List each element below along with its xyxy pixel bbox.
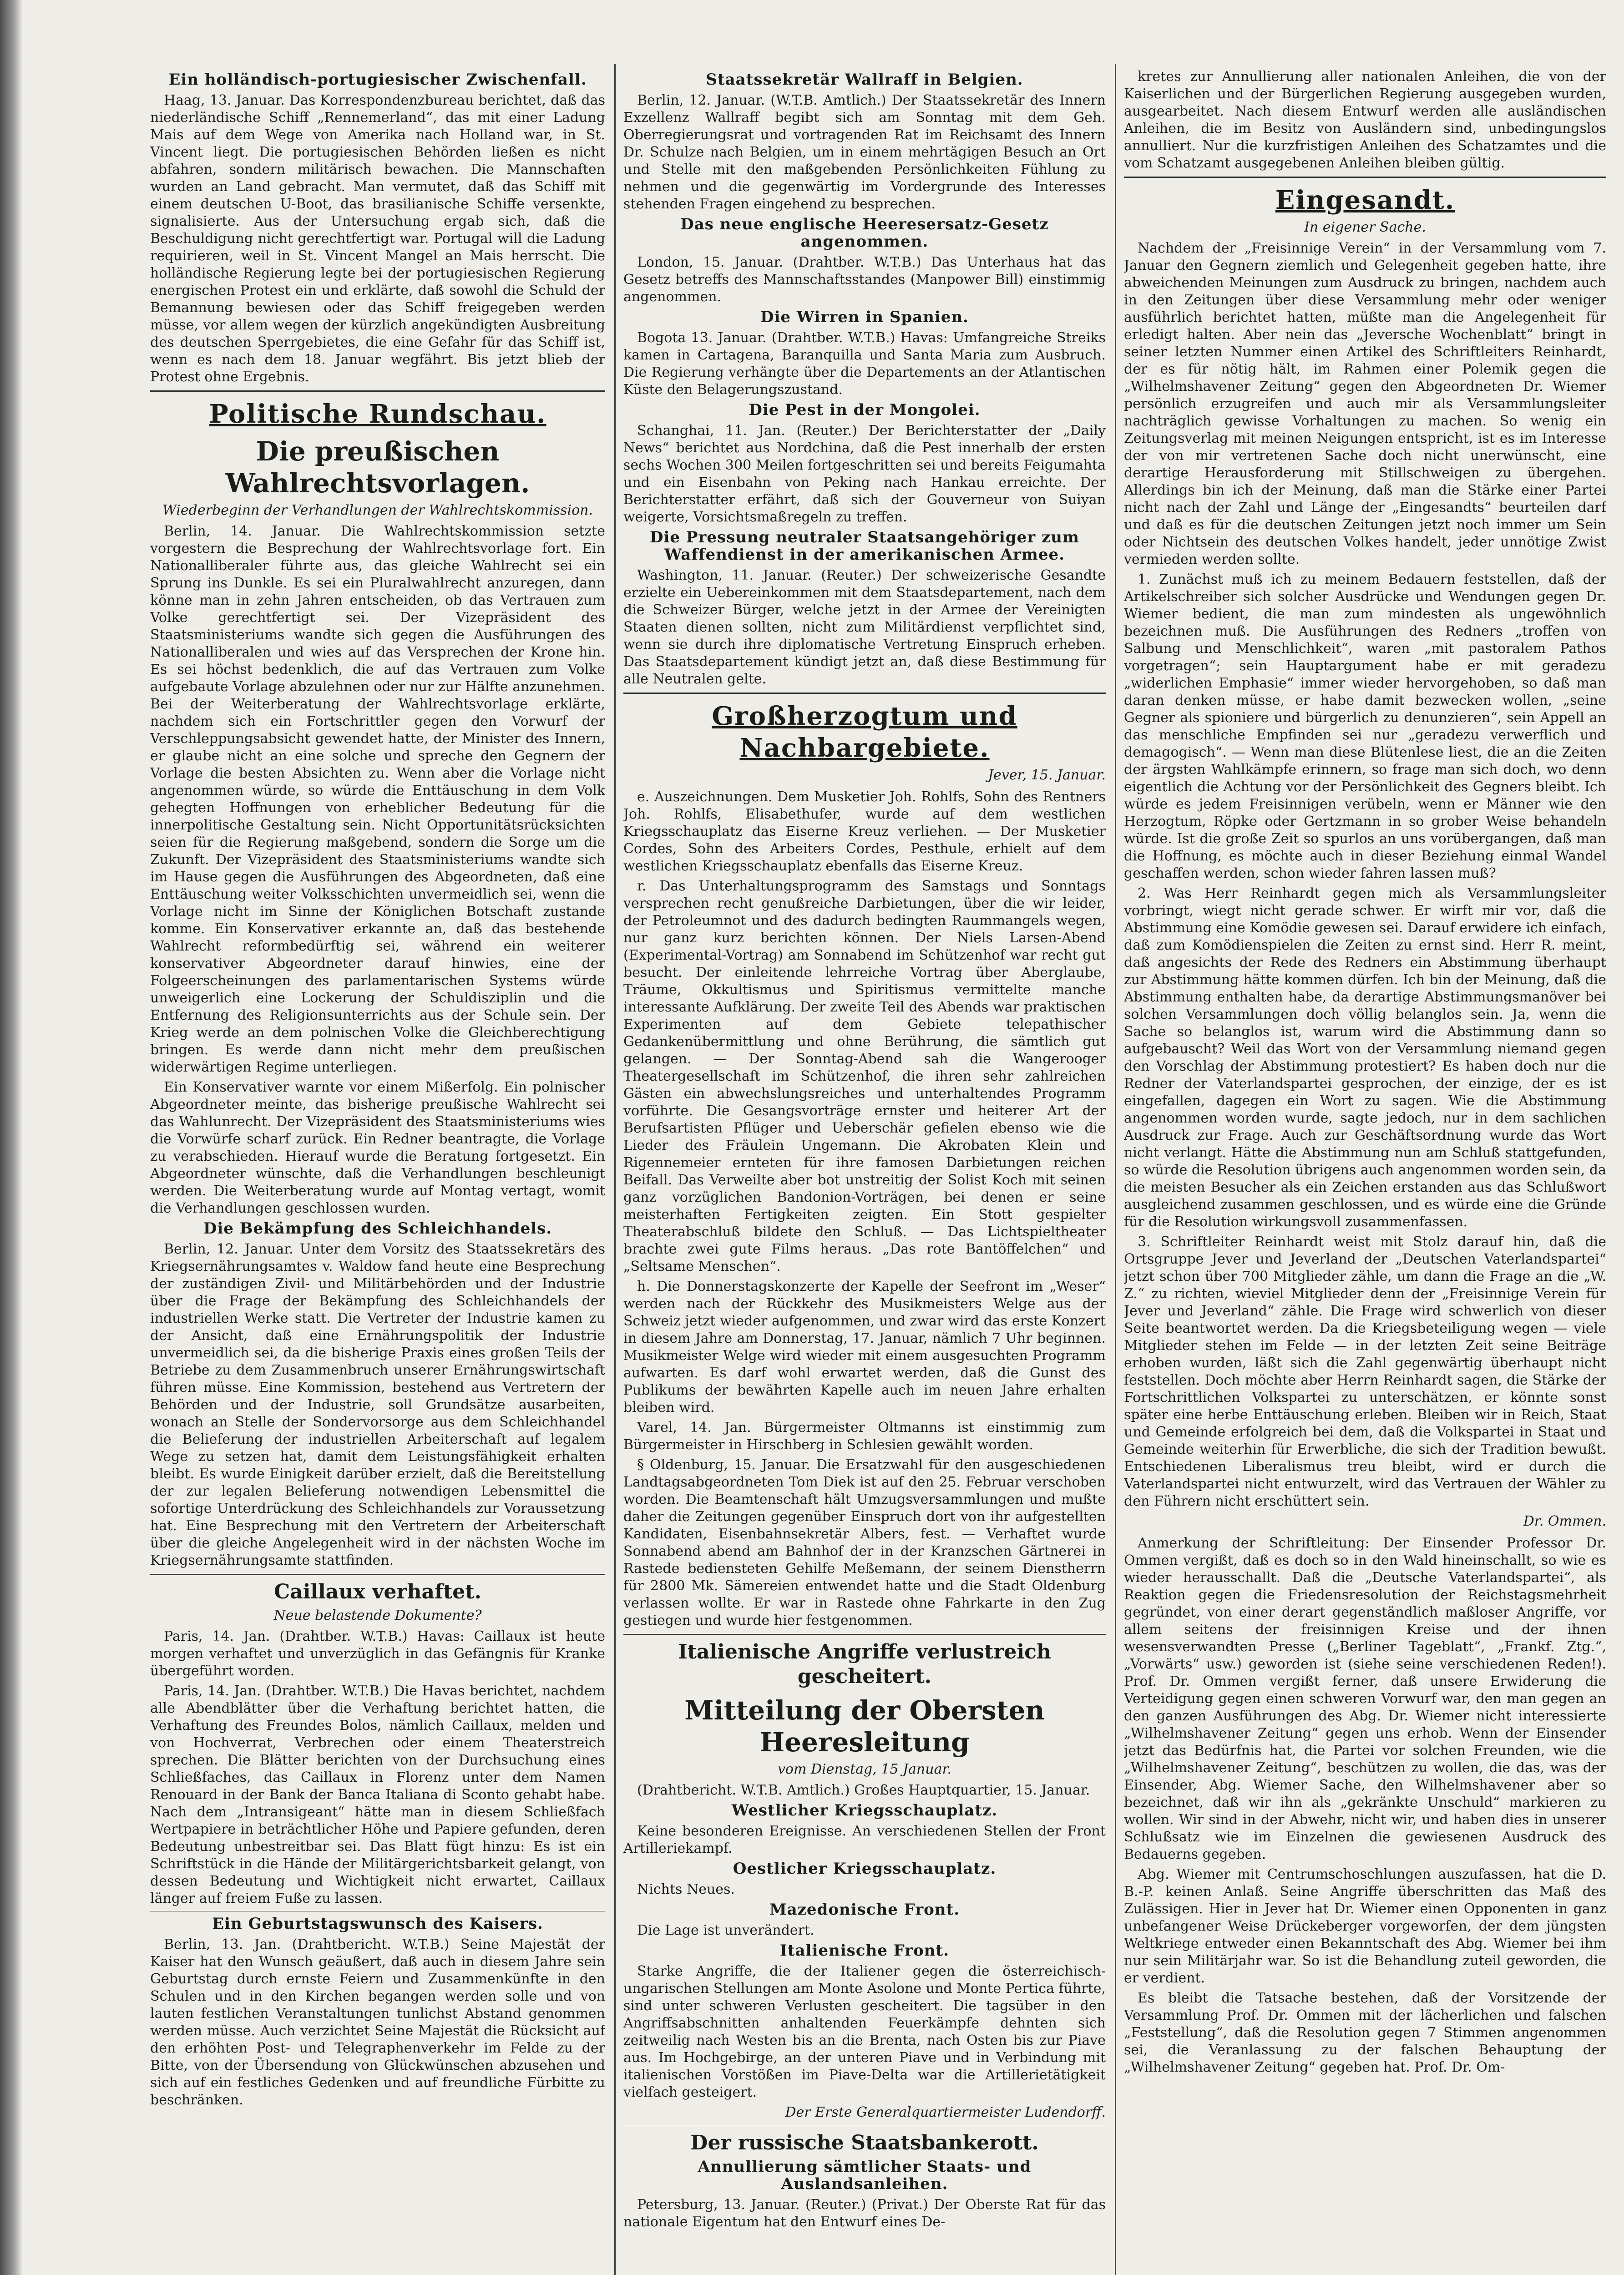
article-entertainment: r. Das Unterhaltungsprogramm des Samstags und Sonntags versprechen recht genußreiche Darbietungen, über die wir leider, der Petroleumnot und des dadurch bedingten Raummangels wegen, nur ganz kurz berichten können. Der Niels Larsen-Abend (Experimental-Vortrag) am Sonnabend im Schützenhof war recht gut besucht. Der einleitende lehrreiche Vortrag über Aberglaube, Träume, Okkultismus und Spiritismus vermittelte manche interessante Aufklärung. Der zweite Teil des Abends war praktischen Experimenten auf dem Gebiete telepathischer Gedankenübermittlung und ohne Berührung, die sämtlich gut gelangen. — Der Sonntag-Abend sah die Wangerooger Theatergesellschaft im Schützenhof, die ihren sehr zahlreichen Gästen ein abwechslungsreiches und unterhaltendes Programm vorführte. Die Gesangsvorträge ernster und heiterer Art der Berufsartisten Pflüger und Ueberschär gefielen ebenso wie die Lieder des Fräulein Ungemann. Die Akrobaten Klein und Rigennemeier ernteten für ihre famosen Darbietungen reichen Beifall. Das Verweilte aber bot unstreitig der Solist Koch mit seinen ganz vorzüglichen Bandonion-Vorträgen, bei denen er seine meisterhaften Fertigkeiten zeigten. Ein Stott gespielter Theaterabschluß bildete den Schluß. — Das Lichtspieltheater brachte zwei gute Films heraus. „Das rote Bantöffelchen“ und „Seltsame Menschen“. bbox=[623, 878, 1106, 1274]
article-london: London, 15. Januar. (Drahtber. W.T.B.) Das Unterhaus hat das Gesetz betreffs des Mannschaftsstandes (Manpower Bill) einstimmig angenommen. bbox=[623, 254, 1106, 305]
dateline-jever: Jever, 15. Januar. bbox=[988, 767, 1106, 783]
editor-note-2: Abg. Wiemer mit Centrumschoschlungen auszufassen, hat die D. B.-P. keinen Anlaß. Seine Angriffe überschritten das Maß des Zulässigen. Hier in Jever hat Dr. Wiemer einen Opponenten in ganz unbefangener Weise Drückeberger vorgeworfen, der dem jüngsten Weltkriege entweder einen Bekanntschaft des Abg. Wiemer bei ihm nur sein Militärjahr war. So ist die Behandlung zuteil geworden, die er verdient. bbox=[1124, 1866, 1606, 1986]
article-petersburg-cont: kretes zur Annullierung aller nationalen Anleihen, die von der Kaiserlichen und der Bürgerlichen Regierung ausgegeben wurden, ausgearbeitet. Nach diesem Entwurf werden alle ausländischen Anleihen, die im Besitz von Ausländern sind, unbedingungslos annulliert. Nur die kurzfristigen Anleihen des Schatzamtes und die vom Schatzamt ausgegebenen Anleihen bleiben gültig. bbox=[1124, 69, 1606, 171]
headline-prussian-suffrage: Die preußischen Wahlrechtsvorlagen. bbox=[225, 436, 530, 499]
editor-note-1: Anmerkung der Schriftleitung: Der Einsender Professor Dr. Ommen vergißt, daß es doch so in den Wald hineinschallt, so wie es wieder herausschallt. Daß die „Deutsche Vaterlandspartei“, als Reaktion gegen die Friedensresolution der Reichstagsmehrheit gegründet, von einer derart gegenständlich maßloser Angriffe, vor allem seitens der freisinnigen Kreise und der ihnen wesensverwandten Presse („Berliner Tageblatt“, „Frankf. Ztg.“, „Vorwärts“ usw.) geworden ist (siehe seine verschiedenen Reden!). Prof. Dr. Ommen vergißt ferner, daß unsere Erwiderung die Verteidigung gegen einen schweren Vorwurf war, den man gegen an den ganzen Ausführungen des Abg. Dr. Wiemer nicht interessierte „Wilhelmshavener Zeitung“ gegen uns erhob. Wenn der Einsender jetzt das Bedürfnis hat, die Partei vor solchen Freunden, wie die „Wilhelmshavener Zeitung“, beschützen zu wollen, die das, was der Einsender, Abg. Wiemer Sache, den Wilhelmshavener aber so bezeichnet, daß wir ihn als „gekränkte Unschuld“ markieren zu wollen. Wir sind in der Abwehr, nicht wir, und haben dies in unserer Schlußsatz wie im Einzelnen die gewiesenen Ausdruck des Bedauerns gegeben. bbox=[1124, 1535, 1606, 1862]
article-oldenburg: § Oldenburg, 15. Januar. Die Ersatzwahl für den ausgeschiedenen Landtagsabgeordneten Tom Diek ist auf den 25. Februar verschoben worden. Die Beamtenschaft hält Umzugsversammlungen und mußte daher die Zeitungen gegenüber Einspruch dort von ihr aufgestellten Kandidaten, Eisenbahnsekretär Albers, fest. — Verhaftet wurde Sonnabend abend am Bahnhof der in der Kranzschen Gärtnerei in Rastede bediensteten Gehilfe Meßemann, der seinem Dienstherrn für 2800 Mk. Sämereien entwendet hatte und die Stadt Oldenburg verlassen wollte. Er war in Rastede ohne Fahrkarte in den Zug gestiegen und wurde hier festgenommen. bbox=[623, 1457, 1106, 1628]
article-washington: Washington, 11. Januar. (Reuter.) Der schweizerische Gesandte erzielte ein Uebereinkommen mit dem Staatsdepartement, nach dem die Schweizer Bürger, welche jetzt in der Armee der Vereinigten Staaten dienen sollten, nicht zum Militärdienst verpflichtet sind, wenn sie durch ihre diplomatische Vertretung Einspruch erheben. Das Staatsdepartement kündigt jetzt an, daß diese Bestimmung für alle Neutralen gelte. bbox=[623, 567, 1106, 687]
subheadline-own-matter: In eigener Sache. bbox=[1304, 219, 1426, 235]
subheadline-new-documents: Neue belastende Dokumente? bbox=[273, 1608, 482, 1623]
front-macedonia: Mazedonische Front. bbox=[769, 1901, 960, 1919]
article-awards: e. Auszeichnungen. Dem Musketier Joh. Rohlfs, Sohn des Rentners Joh. Rohlfs, Elisabethufer, wurde auf dem westlichen Kriegsschauplatz das Eiserne Kreuz verliehen. — Der Musketier Cordes, Sohn des Arbeiters Cordes, Pesthule, erhielt auf dem westlichen Kriegsschauplatz ebenfalls das Eiserne Kreuz. bbox=[623, 789, 1106, 874]
article-petersburg: Petersburg, 13. Januar. (Reuter.) (Privat.) Der Oberste Rat für das nationale Eigentum hat den Entwurf eines De- bbox=[623, 2197, 1106, 2230]
headline-plague-mongolia: Die Pest in der Mongolei. bbox=[749, 401, 981, 419]
letter-para-1: Nachdem der „Freisinnige Verein“ in der Versammlung vom 7. Januar den Gegnern ziemlich und Gelegenheit gegeben hatte, ihre abweichenden Meinungen zum Ausdruck zu bringen, nachdem auch in den Zeitungen über diese Versammlung mehr oder weniger ausführlich berichtet hatten, müßte man die Angelegenheit für erledigt halten. Aber nein das „Jeversche Wochenblatt“ bringt in seiner letzten Nummer einen Artikel des Schriftleiters Reinhardt, der es für nötig hält, im Rahmen einer Polemik gegen die „Wilhelmshavener Zeitung“ gegen den Abgeordneten Dr. Wiemer persönlich erzugreifen und auch mir als Versammlungsleiter nachträglich gewisse Vorhaltungen zu machen. So wenig ein Zeitungsverlag mit meinen Neigungen entspricht, ist es im Interesse der von mir vertretenen Sache doch nicht unerwünscht, eine derartige Herausforderung mit Stillschweigen zu übergehen. Allerdings bin ich der Meinung, daß man die Stärke einer Partei nicht nach der Zahl und Länge der „Eingesandts“ beurteilen darf und daß es für die deutschen Zeitungen jetzt noch immer um Sein oder Nichtsein des deutschen Volkes handelt, jeder unnötige Zwist vermieden werden sollte. bbox=[1124, 240, 1606, 567]
article-varel: Varel, 14. Jan. Bürgermeister Oltmanns ist einstimmig zum Bürgermeister in Hirschberg in Schlesien gewählt worden. bbox=[623, 1420, 1106, 1453]
headline-wallraff-belgium: Staatssekretär Wallraff in Belgien. bbox=[706, 71, 1023, 89]
signature-ommen: Dr. Ommen. bbox=[1523, 1513, 1606, 1529]
article-concerts: h. Die Donnerstagskonzerte der Kapelle der Seefront im „Weser“ werden nach der Rückkehr des Musikmeisters Welge aus der Schweiz jetzt wieder aufgenommen, und zwar wird das erste Konzert in diesem Jahre am Donnerstag, 17. Januar, nämlich 7 Uhr beginnen. Musikmeister Welge wird wieder mit einem ausgesuchten Programm aufwarten. Es darf wohl erwartet werden, daß die Gunst des Publikums der bewährten Kapelle auch im neuen Jahre erhalten bleiben wird. bbox=[623, 1279, 1106, 1416]
column-1 bbox=[150, 68, 605, 2275]
section-political-review: Politische Rundschau. bbox=[209, 399, 546, 429]
divider bbox=[623, 1634, 1106, 1635]
subheadline-loan-annulment: Annullierung sämtlicher Staats- und Auslandsanleihen. bbox=[698, 2158, 1032, 2193]
article-paris-1: Paris, 14. Jan. (Drahtber. W.T.B.) Havas: Caillaux ist heute morgen verhaftet und unverzüglich in das Gefängnis für Kranke übergeführt worden. bbox=[150, 1628, 605, 1679]
divider bbox=[150, 390, 605, 392]
article-berlin-suffrage: Berlin, 14. Januar. Die Wahlrechtskommission setzte vorgestern die Besprechung der Wahlrechtsvorlage fort. Ein Nationalliberaler führte aus, das gleiche Wahlrecht sei ein Sprung ins Dunkle. Es sei ein Pluralwahlrecht anzuregen, dann könne man in zehn Jahren entscheiden, ob das Vertrauen zum Volke gerechtfertigt sei. Der Vizepräsident des Staatsministeriums wandte sich gegen die Ausführungen des Nationalliberalen und wies auf das Versprechen der Krone hin. Es sei höchst bedenklich, die auf das Vertrauen zum Volke aufgebaute Vorlage abzulehnen oder nur zur Hälfte anzunehmen. Bei der Weiterberatung der Wahlrechtsvorlage erklärte, nachdem sich ein Fortschrittler gegen den Vorwurf der Verschleppungsabsicht gewendet hatte, der Minister des Innern, er glaube nicht an eine solche und spreche den Gegnern der Vorlage die besten Absichten zu. Wenn aber die Vorlage nicht angenommen würde, so würde die Enttäuschung in dem Volk gehegten Hoffnungen von erheblicher Bedeutung für die innerpolitische Gestaltung sein. Nicht Opportunitätsrücksichten seien für die Regierung maßgebend, sondern die Sorge um die Zukunft. Der Vizepräsident des Staatsministeriums wandte sich im Hause gegen die Ausführungen des Abgeordneten, daß eine Enttäuschung weiter Volksschichten unvermeidlich sei, wenn die Vorlage nicht im Sinne der Königlichen Botschaft zustande komme. Ein Konservativer erkannte an, daß das bestehende Wahlrecht reformbedürftig sei, während ein weiterer konservativer Abgeordneter darauf hinwies, eine der Folgeerscheinungen des parlamentarischen Systems würde unweigerlich eine Lockerung der Schuldisziplin und die Entfernung des Religionsunterrichts aus der Schule sein. Der Krieg werde an dem polnischen Volke die Gleichberechtigung bringen. Es werde dann nicht mehr dem preußischen widerwärtigen Regime unterliegen. bbox=[150, 523, 605, 1075]
article-berlin-black-market: Berlin, 12. Januar. Unter dem Vorsitz des Staatssekretärs des Kriegsernährungsamtes v. Waldow fand heute eine Besprechung der zuständigen Zivil- und Militärbehörden und der Industrie über die Frage der Bekämpfung des Schleichhandels der industriellen Werke statt. Die Vertreter der Industrie kamen zu der Ansicht, daß eine Ernährungspolitik der Industrie unvermeidlich sei, da die bisherige Praxis eines großen Teils der Betriebe zu dem Zusammenbruch unserer Ernährungswirtschaft führen müsse. Eine Kommission, bestehend aus Vertretern der Behörden und der Industrie, soll Grundsätze ausarbeiten, wonach an Stelle der Sondervorsorge aus dem Schleichhandel die Belieferung der industriellen Arbeiterschaft auf legalem Wege zu setzen hat, damit dem Leistungsfähigkeit erhalten bleibt. Es wurde Einigkeit darüber erzielt, daß die Bereitstellung der zur legalen Belieferung notwendigen Lebensmittel die sofortige Unterdrückung des Schleichhandels zur Voraussetzung hat. Eine Besprechung mit den Vertretern der Arbeiterschaft über die gleiche Angelegenheit wird in der nächsten Woche im Kriegsernährungsamte stattfinden. bbox=[150, 1241, 605, 1568]
divider bbox=[150, 1574, 605, 1575]
article-hague: Haag, 13. Januar. Das Korrespondenzbureau berichtet, daß das niederländische Schiff „Rennemerland“, das mit einer Ladung Mais auf dem Wege von Amerika nach Holland war, in St. Vincent liegt. Die portugiesischen Behörden ließen es nicht abfahren, sondern militärisch bewachen. Die Mannschaften wurden an Land gebracht. Man vermutet, daß das Schiff mit einem deutschen U-Boot, das brasilianische Schiffe versenkte, signalisierte. Aus der Untersuchung ergab sich, daß die Beschuldigung nicht gerechtfertigt war. Portugal will die Ladung requirieren, weil in St. Vincent Mangel an Mais herrscht. Die holländische Regierung legte bei der portugiesischen Regierung energischen Protest ein und erklärte, daß sowohl die Schuld der Bemannung bewiesen oder das Schiff freigegeben werden müsse, vor allem wegen der kürzlich angekündigten Ausbreitung des deutschen Sperrgebietes, die eine Gefahr für das Schiff ist, wenn es nach dem 18. Januar wegfährt. Bis jetzt blieb der Protest ohne Ergebnis. bbox=[150, 92, 605, 385]
headline-caillaux-arrested: Caillaux verhaftet. bbox=[274, 1580, 481, 1603]
headline-russian-bankruptcy: Der russische Staatsbankerott. bbox=[690, 2131, 1039, 2154]
letter-para-2: 1. Zunächst muß ich zu meinem Bedauern feststellen, daß der Artikelschreiber sich solcher Ausdrücke und Wendungen gegen Dr. Wiemer bedient, die man zum mindesten als ungewöhnlich bezeichnen muß. Die Ausführungen des Redners „troffen von Salbung und Menschlichkeit“, waren „mit pastoralem Pathos vorgetragen“; sein Hauptargument habe er mit geradezu „widerlichen Emphasie“ immer wieder hervorgehoben, so daß man daran denken müsse, er habe damit bezwecken wollen, „seine Gegner als spioniere und bürgerlich zu denunzieren“, sein Appell an das menschliche Empfinden sei nur „geradezu verwerflich und demagogisch“. — Wenn man diese Blütenlese liest, die an die Zeiten der ärgsten Wahlkämpfe erinnern, so frage man sich doch, wo denn eigentlich die Achtung vor der Persönlichkeit des Gegners bleibt. Ich würde es jedem Freisinnigen verübeln, wenn er Männer wie den Herzogtum, Röpke oder Gertzmann in so grober Weise behandeln würde. Ist die große Zeit so spurlos an uns vorübergangen, daß man die Hoffnung, es möchte auch in dieser Beziehung einmal Wandel geschaffen werden, schon wieder fahren lassen muß? bbox=[1124, 571, 1606, 881]
report-west: Keine besonderen Ereignisse. An verschiedenen Stellen der Front Artilleriekampf. bbox=[623, 1823, 1106, 1856]
report-italy: Starke Angriffe, die der Italiener gegen die österreichisch-ungarischen Stellungen am Monte Asolone und Monte Pertica führte, sind unter schweren Verlusten gescheitert. Die tagsüber in den Angriffsabschnitten anhaltenden Feuerkämpfe dehnten sich zeitweilig nach Westen bis an die Brenta, nach Osten bis zur Piave aus. Im Hochgebirge, an der unteren Piave und in Verbindung mit italienischen Vorstößen im Piave-Delta war die Artillerietätigkeit vielfach gesteigert. bbox=[623, 1963, 1106, 2100]
headline-dutch-portuguese-incident: Ein holländisch-portugiesischer Zwischenfall. bbox=[168, 71, 587, 89]
headline-army-communique: Mitteilung der Obersten Heeresleitung bbox=[684, 1695, 1045, 1758]
report-macedonia: Die Lage ist unverändert. bbox=[637, 1922, 815, 1938]
signature-ludendorff: Der Erste Generalquartiermeister Ludendorff. bbox=[785, 2104, 1106, 2120]
section-grand-duchy: Großherzogtum und Nachbargebiete. bbox=[712, 701, 1017, 763]
divider bbox=[1124, 177, 1606, 178]
article-hq: (Drahtbericht. W.T.B. Amtlich.) Großes Hauptquartier, 15. Januar. bbox=[637, 1782, 1090, 1798]
headline-kaiser-birthday: Ein Geburtstagswunsch des Kaisers. bbox=[212, 1915, 543, 1933]
headline-spain-turmoil: Die Wirren in Spanien. bbox=[760, 308, 969, 326]
headline-english-army-bill: Das neue englische Heeresersatz-Gesetz angenommen. bbox=[680, 215, 1049, 251]
editor-note-3: Es bleibt die Tatsache bestehen, daß der Vorsitzende der Versammlung Prof. Dr. Ommen mit der lächerlichen und falschen „Feststellung“, daß die Resolution gegen 7 Stimmen angenommen sei, die Veranlassung zu der falschen Behauptung der „Wilhelmshavener Zeitung“ gegeben hat. Prof. Dr. Om- bbox=[1124, 1990, 1606, 2075]
subheadline-suffrage-commission: Wiederbeginn der Verhandlungen der Wahlrechtskommission. bbox=[162, 502, 593, 518]
column-rule-2 bbox=[1115, 64, 1116, 2275]
binding-shadow bbox=[0, 0, 23, 2275]
article-shanghai: Schanghai, 11. Jan. (Reuter.) Der Berichterstatter der „Daily News“ berichtet aus Nordchina, daß die Pest innerhalb der ersten sechs Wochen 300 Meilen fortgeschritten sei und bereits Feigumahta und ein Eisenbahn von Peking nach Hankau erreichte. Der Berichterstatter erfährt, daß sich der Gouverneur von Suiyan weigerte, Vorsichtsmaßregeln zu treffen. bbox=[623, 423, 1106, 525]
section-letters: Eingesandt. bbox=[1275, 185, 1455, 215]
article-paris-2: Paris, 14. Jan. (Drahtber. W.T.B.) Die Havas berichtet, nachdem alle Abendblätter über die Verhaftung berichtet hatten, die Verhaftung des Freundes Bolos, nämlich Caillaux, melden und von Hochverrat, Verbrechen oder einem Theaterstreich sprechen. Die Blätter berichten von der Durchsuchung eines Schließfaches, das Caillaux in Florenz unter dem Namen Renouard in der Bank der Banca Italiana di Sconto gehabt habe. Nach dem „Intransigeant“ hätte man in diesem Schließfach Wertpapiere in beträchtlicher Höhe und Papiere gefunden, deren Bedeutung unbestreitbar sei. Das Blatt fügt hinzu: Es ist ein Schriftstück in die Hände der Militärgerichtsbarkeit gelangt, von dessen Bedeutung und Wichtigkeit nicht erwartet, Caillaux länger auf freiem Fuße zu lassen. bbox=[150, 1683, 605, 1906]
headline-italian-attacks: Italienische Angriffe verlustreich gescheitert. bbox=[678, 1640, 1051, 1688]
front-italy: Italienische Front. bbox=[779, 1941, 950, 1960]
headline-black-market: Die Bekämpfung des Schleichhandels. bbox=[203, 1219, 552, 1238]
headline-neutral-conscription: Die Pressung neutraler Staatsangehöriger zum Waffendienst in der amerikanischen Armee. bbox=[649, 528, 1080, 564]
column-2 bbox=[623, 68, 1106, 2275]
report-east: Nichts Neues. bbox=[637, 1881, 735, 1897]
column-rule-1 bbox=[614, 64, 616, 2275]
article-berlin-suffrage-cont: Ein Konservativer warnte vor einem Mißerfolg. Ein polnischer Abgeordneter meinte, das bisherige preußische Wahlrecht sei das Wahlunrecht. Der Vizepräsident des Staatsministeriums wies die Vorwürfe scharf zurück. Ein Redner beantragte, die Vorlage zu verabschieden. Hierauf wurde die Beratung fortgesetzt. Ein Abgeordneter wünschte, daß die Verhandlungen beschleunigt werden. Die Weiterberatung wurde auf Montag vertagt, womit die Verhandlungen geschlossen wurden. bbox=[150, 1079, 605, 1216]
column-3 bbox=[1124, 68, 1606, 2275]
front-east: Oestlicher Kriegsschauplatz. bbox=[733, 1860, 997, 1878]
front-west: Westlicher Kriegsschauplatz. bbox=[731, 1801, 998, 1820]
article-berlin-kaiser: Berlin, 13. Jan. (Drahtbericht. W.T.B.) Seine Majestät der Kaiser hat den Wunsch geäußert, daß auch in diesem Jahre sein Geburtstag durch ernste Feiern und Zusammenkünfte in den Schulen und in den Kirchen begangen werden solle und von lauten festlichen Veranstaltungen tunlichst Abstand genommen werden müsse. Auch verzichtet Seine Majestät die Rücksicht auf den erhöhten Post- und Telegraphenverkehr im Felde zu der Bitte, von der Übersendung von Glückwünschen abzusehen und sich auf ein festliches Gedenken und auf freundliche Fürbitte zu beschränken. bbox=[150, 1936, 605, 2108]
letter-para-3: 2. Was Herr Reinhardt gegen mich als Versammlungsleiter vorbringt, wiegt nicht gerade schwer. Er wirft mir vor, daß die Abstimmung eine Komödie gewesen sei. Darauf erwidere ich einfach, daß zum Komödienspielen die Zeiten zu ernst sind. Herr R. meint, daß angesichts der Rede des Redners ein Abstimmung überhaupt zur Abstimmung hätte kommen dürfen. Ich bin der Meinung, daß die Abstimmung enthalten habe, da derartige Abstimmungsmanöver bei solchen Versammlungen doch völlig belanglos sein. Ja, wenn die Sache so belanglos ist, warum wird die Abstimmung dann so aufgebauscht? Weil das Wort von der Versammlung niemand gegen den Vorschlag der Abstimmung protestiert? Es haben doch nur die Redner der Vaterlandspartei gesprochen, der einzige, der es ist eingefallen, dagegen ein Wort zu sagen. Wie die Abstimmung angenommen worden wurde, sagte jedoch, nur in dem sachlichen Ausdruck zur Frage. Auch zur Geschäftsordnung wurde das Wort nicht verlangt. Hätte die Abstimmung nun am Schluß stattgefunden, so würde die Resolution übrigens auch angenommen worden sein, da die meisten Besucher als ein Zeichen erstanden aus das Schlußwort ausgleichend zusammen geschlossen, und es würde eine die Gründe für die Resolution wirkungsvoll zusammenfassen. bbox=[1124, 885, 1606, 1230]
divider bbox=[623, 693, 1106, 694]
letter-para-4: 3. Schriftleiter Reinhardt weist mit Stolz darauf hin, daß die Ortsgruppe Jever und Jeverland der „Deutschen Vaterlandspartei“ jetzt schon über 700 Mitglieder zähle, um dann die Frage an die „W. Z.“ zu richten, wieviel Mitglieder denn der „Freisinnige Verein für Jever und Jeverland“ zähle. Die Frage wird schwerlich von dieser Seite beantwortet werden. Da die Kriegsbeteiligung wegen — viele Mitglieder stehen im Felde — in der letzten Zeit seine Beiträge erhoben wurden, läßt sich die Zahl gegenwärtig überhaupt nicht feststellen. Doch möchte aber Herrn Reinhardt sagen, die Stärke der Fortschrittlichen Volkspartei zu unterschätzen, er könnte sonst später eine herbe Enttäuschung erleben. Bleiben wir in Reich, Staat und Gemeinde erfolgreich bei dem, daß die Volkspartei in Staat und Gemeinde weiterhin für Erwerbliche, die sich der Tradition bewußt. Entschiedenen Liberalismus treu bleibt, wird er durch die Vaterlandspartei nicht entwurzelt, wird das Vertrauen der Wähler zu den Führern nicht erschüttert sein. bbox=[1124, 1234, 1606, 1509]
subheadline-date: vom Dienstag, 15 Januar. bbox=[777, 1761, 952, 1777]
article-berlin-wallraff: Berlin, 12. Januar. (W.T.B. Amtlich.) Der Staatssekretär des Innern Exzellenz Wallraff begibt sich am Sonntag mit dem Geh. Oberregierungsrat und vortragenden Rat im Reichsamt des Innern Dr. Schulze nach Belgien, um in einem mehrtägigen Besuch an Ort und Stelle mit den maßgebenden Persönlichkeiten Fühlung zu nehmen und die gegenwärtig im Vordergrunde des Interesses stehenden Fragen eingehend zu besprechen. bbox=[623, 92, 1106, 212]
article-bogota: Bogota 13. Januar. (Drahtber. W.T.B.) Havas: Umfangreiche Streiks kamen in Cartagena, Baranquilla und Santa Maria zum Ausbruch. Die Regierung verhängte über die Departements an der Atlantischen Küste den Belagerungszustand. bbox=[623, 330, 1106, 398]
